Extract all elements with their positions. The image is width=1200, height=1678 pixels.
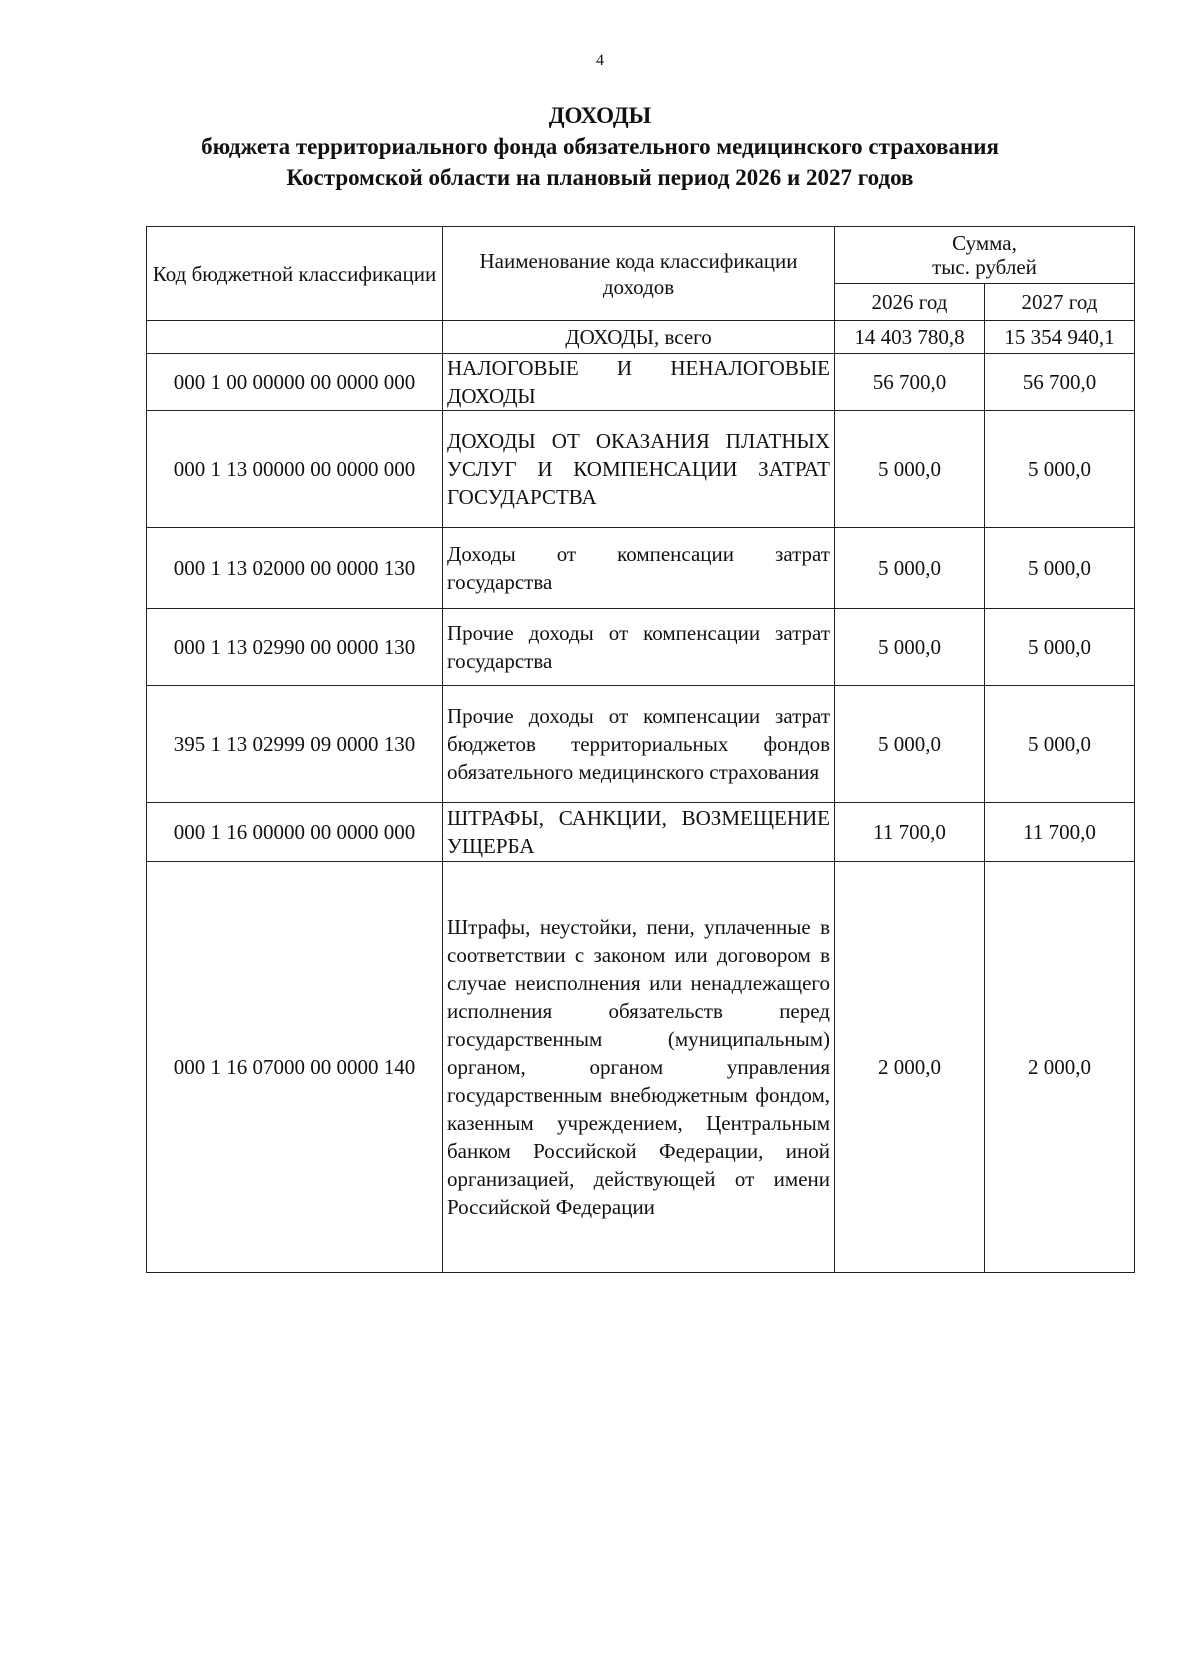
row-name: Прочие доходы от компенсации затрат государства [443, 609, 835, 686]
row-code: 000 1 13 02990 00 0000 130 [147, 609, 443, 686]
header-code: Код бюджетной классификации [147, 227, 443, 321]
row-2026: 56 700,0 [835, 354, 985, 411]
table-row [147, 686, 1135, 803]
total-code-cell [147, 321, 443, 354]
row-code: 395 1 13 02999 09 0000 130 [147, 686, 443, 803]
total-row [147, 321, 1135, 354]
row-code: 000 1 16 07000 00 0000 140 [147, 862, 443, 1273]
header-year-2026: 2026 год [835, 284, 985, 321]
header-name: Наименование кода классификации доходов [443, 227, 835, 321]
row-2026: 5 000,0 [835, 528, 985, 609]
revenue-table [146, 226, 1135, 1273]
row-2027: 56 700,0 [985, 354, 1135, 411]
row-code: 000 1 16 00000 00 0000 000 [147, 803, 443, 862]
row-code: 000 1 13 02000 00 0000 130 [147, 528, 443, 609]
table-row [147, 528, 1135, 609]
row-name: Штрафы, неустойки, пени, уплаченные в соответствии с законом или договором в случае неисполнения или ненадлежащего исполнения обязательств перед государственным (муниципальным) органом, органом управления государственным внебюджетным фондом, казенным учреждением, Центральным банком Российской Федерации, иной организацией, действующей от имени Российской Федерации [443, 862, 835, 1273]
row-code: 000 1 00 00000 00 0000 000 [147, 354, 443, 411]
header-sum-unit: тыс. рублей [932, 255, 1037, 279]
row-name: Прочие доходы от компенсации затрат бюджетов территориальных фондов обязательного медицинского страхования [443, 686, 835, 803]
header-year-2027: 2027 год [985, 284, 1135, 321]
row-name: ШТРАФЫ, САНКЦИИ, ВОЗМЕЩЕНИЕ УЩЕРБА [443, 803, 835, 862]
row-2027: 2 000,0 [985, 862, 1135, 1273]
title-line-2: бюджета территориального фонда обязательного медицинского страхования [201, 134, 999, 159]
row-2027: 5 000,0 [985, 609, 1135, 686]
total-label: ДОХОДЫ, всего [443, 321, 835, 354]
header-sum [835, 227, 1135, 284]
table-row [147, 354, 1135, 411]
title-line-3: Костромской области на плановый период 2026 и 2027 годов [286, 165, 914, 190]
table-row [147, 862, 1135, 1273]
document-title [0, 100, 1200, 193]
header-sum-label: Сумма, [952, 231, 1017, 255]
table-row [147, 411, 1135, 528]
row-name: ДОХОДЫ ОТ ОКАЗАНИЯ ПЛАТНЫХ УСЛУГ И КОМПЕНСАЦИИ ЗАТРАТ ГОСУДАРСТВА [443, 411, 835, 528]
table-row [147, 803, 1135, 862]
total-2026: 14 403 780,8 [835, 321, 985, 354]
header-row [147, 227, 1135, 284]
row-2027: 11 700,0 [985, 803, 1135, 862]
row-name: НАЛОГОВЫЕ И НЕНАЛОГОВЫЕ ДОХОДЫ [443, 354, 835, 411]
row-2027: 5 000,0 [985, 411, 1135, 528]
row-name: Доходы от компенсации затрат государства [443, 528, 835, 609]
row-2026: 11 700,0 [835, 803, 985, 862]
title-line-1: ДОХОДЫ [548, 103, 652, 128]
row-2026: 5 000,0 [835, 411, 985, 528]
table-row [147, 609, 1135, 686]
row-2027: 5 000,0 [985, 686, 1135, 803]
row-2027: 5 000,0 [985, 528, 1135, 609]
total-2027: 15 354 940,1 [985, 321, 1135, 354]
row-2026: 2 000,0 [835, 862, 985, 1273]
row-2026: 5 000,0 [835, 609, 985, 686]
row-code: 000 1 13 00000 00 0000 000 [147, 411, 443, 528]
row-2026: 5 000,0 [835, 686, 985, 803]
page-number: 4 [596, 52, 604, 69]
